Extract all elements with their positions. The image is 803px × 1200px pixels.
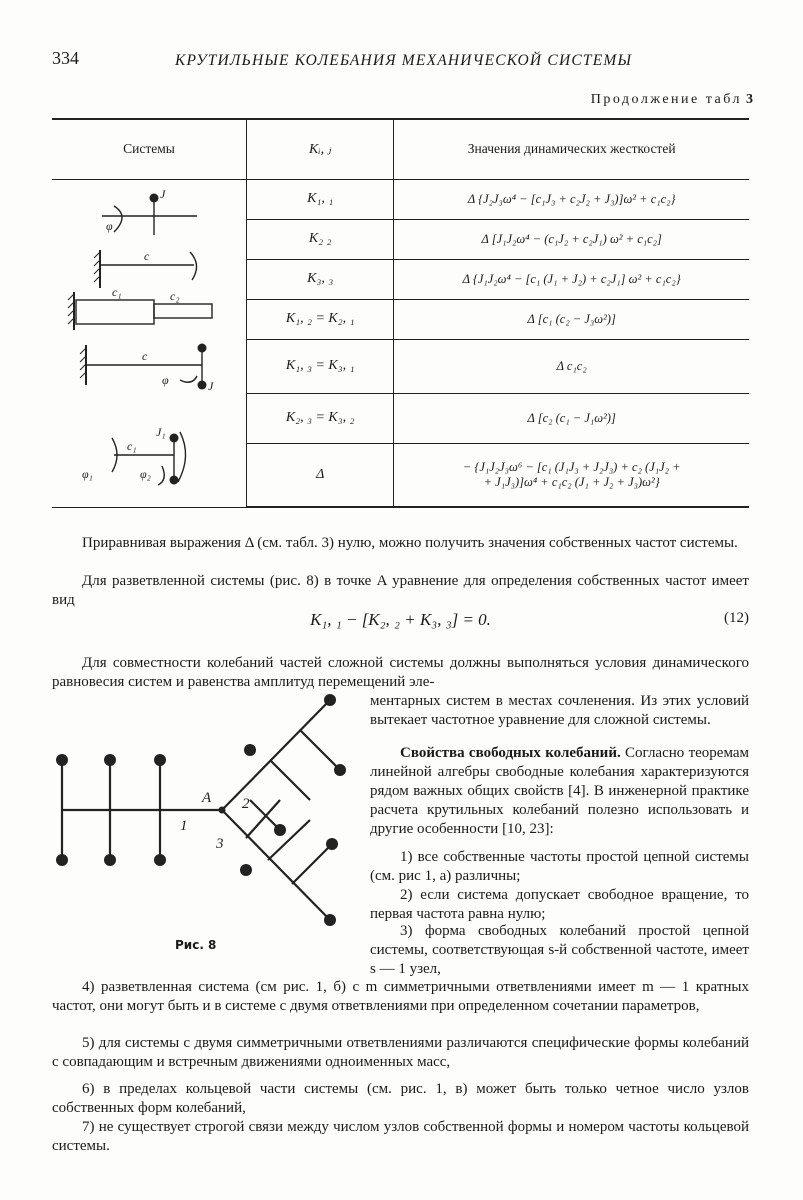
label-j1-5: J₁ bbox=[156, 425, 166, 439]
k-cell: K₃, ₃ bbox=[247, 259, 394, 299]
k-cell: K₂ ₂ bbox=[247, 219, 394, 259]
label-phi1: φ₁ bbox=[82, 467, 93, 481]
figure-caption: Рис. 8 bbox=[175, 938, 217, 952]
paragraph-2: Для разветвленной системы (рис. 8) в точке A уравнение для определения собственных частот имеет вид bbox=[52, 573, 749, 608]
label-c1: c₁ bbox=[112, 285, 122, 299]
k-cell: K₂, ₃ = K₃, ₂ bbox=[247, 393, 394, 443]
label-phi: φ bbox=[106, 219, 113, 233]
k-cell: K₁, ₃ = K₃, ₁ bbox=[247, 339, 394, 393]
running-title: КРУТИЛЬНЫЕ КОЛЕБАНИЯ МЕХАНИЧЕСКОЙ СИСТЕМЫ bbox=[175, 52, 633, 69]
value-cell: Δ [c₂ (c₁ − J₁ω²)] bbox=[394, 393, 749, 443]
label-c: c bbox=[144, 249, 150, 263]
list-item-7: 7) не существует строгой связи между числом узлов собственной формы и номером частоты кольцевой системы. bbox=[52, 1119, 749, 1154]
col-header-values: Значения динамических жесткостей bbox=[394, 119, 749, 179]
paragraph-3: Для совместности колебаний частей сложной системы должны выполняться условия динамического равновесия систем и равенства амплитуд перемещений эле- bbox=[52, 655, 749, 690]
list-item-6: 6) в пределах кольцевой части системы (см. рис. 1, в) может быть только четное число узлов собственных форм колебаний, bbox=[52, 1081, 749, 1116]
dynamic-stiffness-table bbox=[52, 118, 749, 508]
col-header-k: Kᵢ, ⱼ bbox=[247, 119, 394, 179]
label-j-4: J bbox=[208, 379, 214, 393]
list-item-5: 5) для системы с двумя симметричными ответвлениями различаются специфические формы колебаний с совпадающим и встречным движениями одноименных масс, bbox=[52, 1035, 749, 1070]
table-continuation: Продолжение табл 3 bbox=[590, 92, 753, 107]
page-number: 334 bbox=[52, 48, 79, 68]
col-header-systems: Системы bbox=[52, 119, 247, 179]
k-cell: K₁, ₁ bbox=[247, 179, 394, 219]
branch-1-label: 1 bbox=[180, 818, 188, 834]
label-c-4: c bbox=[142, 349, 148, 363]
list-item-1: 1) все собственные частоты простой цепной системы (см. рис 1, а) различны; bbox=[370, 849, 749, 884]
label-phi2: φ₂ bbox=[140, 467, 151, 481]
branch-2-label: 2 bbox=[242, 796, 250, 812]
k-cell: Δ bbox=[247, 443, 394, 507]
list-item-3: 3) форма свободных колебаний простой цепной системы, соответствующая s-й собственной частоте, имеет s — 1 узел, bbox=[370, 923, 749, 977]
branch-3-label: 3 bbox=[216, 836, 224, 852]
rotation-arrow-phi bbox=[114, 206, 122, 232]
point-a-label: A bbox=[202, 790, 212, 806]
list-item-4: 4) разветвленная система (см рис. 1, б) с m симметричными ответвлениями имеет m — 1 кратных частот, они могут быть и в системе с двумя ответвлениями при определенном сочетании параметров, bbox=[52, 979, 749, 1014]
figure-8-branched-system bbox=[40, 690, 360, 940]
k-cell: K₁, ₂ = K₂, ₁ bbox=[247, 299, 394, 339]
label-j: J bbox=[160, 187, 166, 201]
systems-diagram bbox=[52, 180, 246, 506]
label-c2: c₂ bbox=[170, 289, 180, 303]
value-cell: Δ c₁c₂ bbox=[394, 339, 749, 393]
paragraph-4: Свойства свободных колебаний. Согласно теоремам линейной алгебры свободные колебания характеризуются рядом важных общих свойств [4]. В инженерной практике расчета крутильных колебаний полезно использовать и другие особенности [10, 23]: bbox=[370, 745, 750, 837]
label-phi-4: φ bbox=[162, 373, 169, 387]
value-cell: Δ {J₂J₃ω⁴ − [c₁J₃ + c₂J₂ + J₃)]ω² + c₁c₂} bbox=[394, 179, 749, 219]
value-cell-delta: − {J₁J₂J₃ω⁶ − [c₁ (J₁J₃ + J₂J₃) + c₂ (J₁J₂ + + J₁J₃)]ω⁴ + c₁c₂ (J₁ + J₂ + J₃)ω²} bbox=[394, 443, 749, 507]
value-cell: Δ [J₁J₂ω⁴ − (c₁J₂ + c₂J₁) ω² + c₁c₂] bbox=[394, 219, 749, 259]
equation-number: (12) bbox=[724, 610, 749, 626]
equation-12: K₁, ₁ − [K₂, ₂ + K₃, ₃] = 0. (12) bbox=[310, 610, 749, 629]
value-cell: Δ [c₁ (c₂ − J₃ω²)] bbox=[394, 299, 749, 339]
systems-diagram-cell bbox=[52, 179, 247, 507]
value-cell: Δ {J₁J₂ω⁴ − [c₁ (J₁ + J₂) + c₂J₁] ω² + c₁c₂} bbox=[394, 259, 749, 299]
label-c1-5: c₁ bbox=[127, 439, 137, 453]
list-item-2: 2) если система допускает свободное вращение, то первая частота равна нулю; bbox=[370, 887, 749, 922]
paragraph-3-continued: ментарных систем в местах сочленения. Из этих условий вытекает частотное уравнение для сложной системы. bbox=[370, 693, 749, 728]
paragraph-1: Приравнивая выражения Δ (см. табл. 3) нулю, можно получить значения собственных частот системы. bbox=[82, 535, 738, 551]
